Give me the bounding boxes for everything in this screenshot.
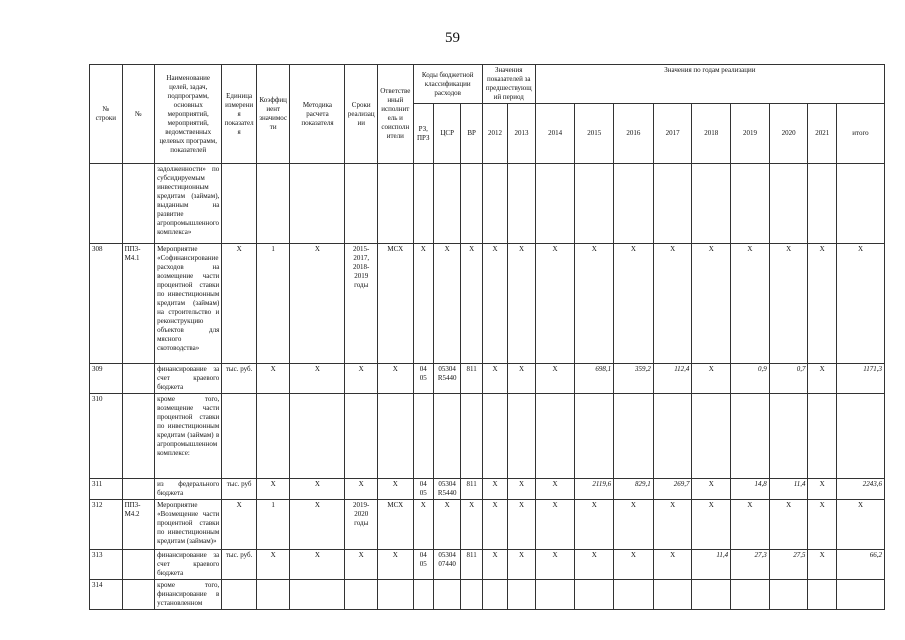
year-value-cell: Х: [508, 479, 535, 500]
unit-cell: тыс. руб.: [222, 364, 257, 394]
csr-cell: [433, 394, 460, 479]
year-value-cell: 359,2: [614, 364, 654, 394]
row-number-cell: 309: [90, 364, 123, 394]
year-value-cell: [614, 580, 654, 610]
year-value-cell: [535, 580, 575, 610]
year-value-cell: Х: [508, 244, 535, 364]
header-terms: Сроки реализации: [345, 65, 378, 164]
year-value-cell: 11,4: [692, 550, 731, 580]
responsible-cell: [377, 394, 413, 479]
year-value-cell: Х: [653, 550, 692, 580]
total-cell: [836, 394, 884, 479]
year-value-cell: [731, 580, 770, 610]
header-year: 2017: [653, 104, 692, 164]
header-year: 2019: [731, 104, 770, 164]
year-value-cell: Х: [508, 500, 535, 550]
rz-cell: Х: [413, 244, 433, 364]
unit-cell: тыс. руб.: [222, 550, 257, 580]
year-value-cell: Х: [808, 479, 836, 500]
header-total: итого: [836, 104, 884, 164]
table-row: [90, 500, 885, 550]
year-value-cell: Х: [614, 500, 654, 550]
year-value-cell: [535, 164, 575, 244]
total-cell: [836, 580, 884, 610]
year-value-cell: Х: [769, 500, 808, 550]
vr-cell: [461, 164, 482, 244]
csr-cell: 05304 R5440: [433, 364, 460, 394]
row-code-cell: [122, 394, 155, 479]
header-method: Методика расчета показателя: [290, 65, 345, 164]
unit-cell: Х: [222, 500, 257, 550]
row-code-cell: ПП3-М4.2: [122, 500, 155, 550]
row-number-cell: 314: [90, 580, 123, 610]
header-prev-period: Значения показателей за предшествующий период: [482, 65, 535, 104]
row-number-cell: 311: [90, 479, 123, 500]
row-name-cell: финансирование за счет краевого бюджета: [155, 550, 222, 580]
year-value-cell: Х: [535, 244, 575, 364]
coef-cell: Х: [256, 364, 290, 394]
unit-cell: [222, 394, 257, 479]
row-number-cell: 310: [90, 394, 123, 479]
year-value-cell: 27,5: [769, 550, 808, 580]
year-value-cell: Х: [808, 364, 836, 394]
row-name-cell: кроме того, возмещение части процентной ставки по инвестиционным кредитам (займам) в агропромышленном комплексе:: [155, 394, 222, 479]
responsible-cell: МСХ: [377, 500, 413, 550]
rz-cell: Х: [413, 500, 433, 550]
row-name-cell: из федерального бюджета: [155, 479, 222, 500]
year-value-cell: Х: [614, 244, 654, 364]
table-row: [90, 364, 885, 394]
coef-cell: [256, 164, 290, 244]
row-number-cell: 313: [90, 550, 123, 580]
responsible-cell: Х: [377, 479, 413, 500]
data-table: [89, 64, 885, 610]
year-value-cell: [575, 394, 614, 479]
year-value-cell: 112,4: [653, 364, 692, 394]
year-value-cell: [692, 164, 731, 244]
header-year: 2020: [769, 104, 808, 164]
terms-cell: Х: [345, 550, 378, 580]
coef-cell: 1: [256, 500, 290, 550]
year-value-cell: [482, 394, 507, 479]
year-value-cell: [808, 394, 836, 479]
year-value-cell: [808, 164, 836, 244]
year-value-cell: [769, 394, 808, 479]
csr-cell: Х: [433, 244, 460, 364]
row-number-cell: 312: [90, 500, 123, 550]
year-value-cell: Х: [731, 500, 770, 550]
year-value-cell: [653, 164, 692, 244]
table-row: [90, 550, 885, 580]
year-value-cell: Х: [692, 500, 731, 550]
year-value-cell: Х: [482, 550, 507, 580]
responsible-cell: Х: [377, 550, 413, 580]
year-value-cell: Х: [769, 244, 808, 364]
row-name-cell: Мероприятие «Софинансирование расходов на возмещение части процентной ставки по инвестиционным кредитам (займам) на строительство и реконструкцию объектов для мясного скотоводства»: [155, 244, 222, 364]
year-value-cell: Х: [482, 244, 507, 364]
csr-cell: 05304 07440: [433, 550, 460, 580]
year-value-cell: [535, 394, 575, 479]
vr-cell: Х: [461, 244, 482, 364]
year-value-cell: Х: [535, 364, 575, 394]
year-value-cell: Х: [508, 550, 535, 580]
header-year: 2015: [575, 104, 614, 164]
row-code-cell: [122, 550, 155, 580]
vr-cell: 811: [461, 479, 482, 500]
row-name-cell: финансирование за счет краевого бюджета: [155, 364, 222, 394]
rz-cell: [413, 394, 433, 479]
vr-cell: [461, 394, 482, 479]
header-row-no: № строки: [90, 65, 123, 164]
coef-cell: [256, 394, 290, 479]
year-value-cell: [614, 164, 654, 244]
header-years-title: Значения по годам реализации: [535, 65, 884, 104]
total-cell: 66,2: [836, 550, 884, 580]
year-value-cell: [575, 164, 614, 244]
row-code-cell: [122, 479, 155, 500]
table-row: [90, 479, 885, 500]
row-name-cell: задолженности» по субсидируемым инвестиционным кредитам (займам), выданным на развитие агропромышленного комплекса»: [155, 164, 222, 244]
table-row: [90, 164, 885, 244]
responsible-cell: МСХ: [377, 244, 413, 364]
year-value-cell: [731, 394, 770, 479]
header-vr: ВР: [461, 104, 482, 164]
method-cell: [290, 394, 345, 479]
year-value-cell: [769, 164, 808, 244]
year-value-cell: [731, 164, 770, 244]
year-value-cell: [692, 580, 731, 610]
method-cell: Х: [290, 364, 345, 394]
year-value-cell: 698,1: [575, 364, 614, 394]
csr-cell: 05304 R5440: [433, 479, 460, 500]
year-value-cell: 2119,6: [575, 479, 614, 500]
table-row: [90, 580, 885, 610]
total-cell: Х: [836, 244, 884, 364]
header-coef: Коэффициент значимости: [256, 65, 290, 164]
page-number: 59: [445, 30, 460, 46]
unit-cell: [222, 164, 257, 244]
terms-cell: [345, 580, 378, 610]
header-responsible: Ответственный исполнитель и соисполнители: [377, 65, 413, 164]
year-value-cell: Х: [653, 500, 692, 550]
row-number-cell: 308: [90, 244, 123, 364]
header-no: №: [122, 65, 155, 164]
year-value-cell: [614, 394, 654, 479]
header-year: 2013: [508, 104, 535, 164]
coef-cell: Х: [256, 550, 290, 580]
year-value-cell: Х: [535, 479, 575, 500]
year-value-cell: Х: [575, 500, 614, 550]
year-value-cell: Х: [808, 244, 836, 364]
responsible-cell: [377, 164, 413, 244]
row-code-cell: [122, 364, 155, 394]
year-value-cell: 27,3: [731, 550, 770, 580]
vr-cell: [461, 580, 482, 610]
header-rz: РЗ, ПРЗ: [413, 104, 433, 164]
year-value-cell: [653, 580, 692, 610]
rz-cell: [413, 164, 433, 244]
csr-cell: [433, 164, 460, 244]
year-value-cell: [575, 580, 614, 610]
method-cell: Х: [290, 550, 345, 580]
year-value-cell: 269,7: [653, 479, 692, 500]
year-value-cell: [508, 164, 535, 244]
year-value-cell: 14,8: [731, 479, 770, 500]
coef-cell: Х: [256, 479, 290, 500]
header-year: 2012: [482, 104, 507, 164]
year-value-cell: Х: [575, 244, 614, 364]
year-value-cell: 0,9: [731, 364, 770, 394]
total-cell: 2243,6: [836, 479, 884, 500]
year-value-cell: Х: [535, 550, 575, 580]
responsible-cell: Х: [377, 364, 413, 394]
table-row: [90, 394, 885, 479]
vr-cell: 811: [461, 364, 482, 394]
unit-cell: тыс. руб: [222, 479, 257, 500]
unit-cell: Х: [222, 244, 257, 364]
year-value-cell: 0,7: [769, 364, 808, 394]
method-cell: Х: [290, 244, 345, 364]
header-year: 2021: [808, 104, 836, 164]
total-cell: Х: [836, 500, 884, 550]
terms-cell: [345, 164, 378, 244]
method-cell: [290, 580, 345, 610]
terms-cell: Х: [345, 364, 378, 394]
header-year: 2018: [692, 104, 731, 164]
header-year: 2014: [535, 104, 575, 164]
year-value-cell: [482, 580, 507, 610]
row-code-cell: [122, 164, 155, 244]
year-value-cell: [482, 164, 507, 244]
header-year: 2016: [614, 104, 654, 164]
year-value-cell: [508, 394, 535, 479]
year-value-cell: 829,1: [614, 479, 654, 500]
rz-cell: 04 05: [413, 479, 433, 500]
terms-cell: 2019-2020 годы: [345, 500, 378, 550]
vr-cell: 811: [461, 550, 482, 580]
header-name: Наименование целей, задач, подпрограмм, основных мероприятий, мероприятий, ведомственных целевых программ, показателей: [155, 65, 222, 164]
header-codes: Коды бюджетной классификации расходов: [413, 65, 482, 104]
year-value-cell: Х: [482, 479, 507, 500]
rz-cell: 04 05: [413, 550, 433, 580]
rz-cell: [413, 580, 433, 610]
coef-cell: 1: [256, 244, 290, 364]
row-code-cell: ПП3-М4.1: [122, 244, 155, 364]
method-cell: [290, 164, 345, 244]
year-value-cell: Х: [731, 244, 770, 364]
row-name-cell: кроме того, финансирование в установленном: [155, 580, 222, 610]
year-value-cell: [769, 580, 808, 610]
csr-cell: [433, 580, 460, 610]
year-value-cell: 11,4: [769, 479, 808, 500]
rz-cell: 04 05: [413, 364, 433, 394]
year-value-cell: Х: [692, 244, 731, 364]
terms-cell: Х: [345, 479, 378, 500]
terms-cell: 2015-2017, 2018-2019 годы: [345, 244, 378, 364]
year-value-cell: [653, 394, 692, 479]
year-value-cell: Х: [575, 550, 614, 580]
year-value-cell: Х: [653, 244, 692, 364]
table-row: [90, 244, 885, 364]
header-csr: ЦСР: [433, 104, 460, 164]
year-value-cell: Х: [508, 364, 535, 394]
year-value-cell: Х: [614, 550, 654, 580]
row-code-cell: [122, 580, 155, 610]
csr-cell: Х: [433, 500, 460, 550]
terms-cell: [345, 394, 378, 479]
year-value-cell: Х: [535, 500, 575, 550]
coef-cell: [256, 580, 290, 610]
year-value-cell: Х: [482, 500, 507, 550]
method-cell: Х: [290, 500, 345, 550]
unit-cell: [222, 580, 257, 610]
total-cell: 1171,3: [836, 364, 884, 394]
year-value-cell: [692, 394, 731, 479]
row-number-cell: [90, 164, 123, 244]
header-unit: Единица измерения показателя: [222, 65, 257, 164]
year-value-cell: Х: [808, 500, 836, 550]
year-value-cell: Х: [692, 364, 731, 394]
year-value-cell: Х: [692, 479, 731, 500]
vr-cell: Х: [461, 500, 482, 550]
year-value-cell: [808, 580, 836, 610]
row-name-cell: Мероприятие «Возмещение части процентной ставки по инвестиционным кредитам (займам)»: [155, 500, 222, 550]
total-cell: [836, 164, 884, 244]
method-cell: Х: [290, 479, 345, 500]
year-value-cell: Х: [808, 550, 836, 580]
year-value-cell: Х: [482, 364, 507, 394]
year-value-cell: [508, 580, 535, 610]
responsible-cell: [377, 580, 413, 610]
